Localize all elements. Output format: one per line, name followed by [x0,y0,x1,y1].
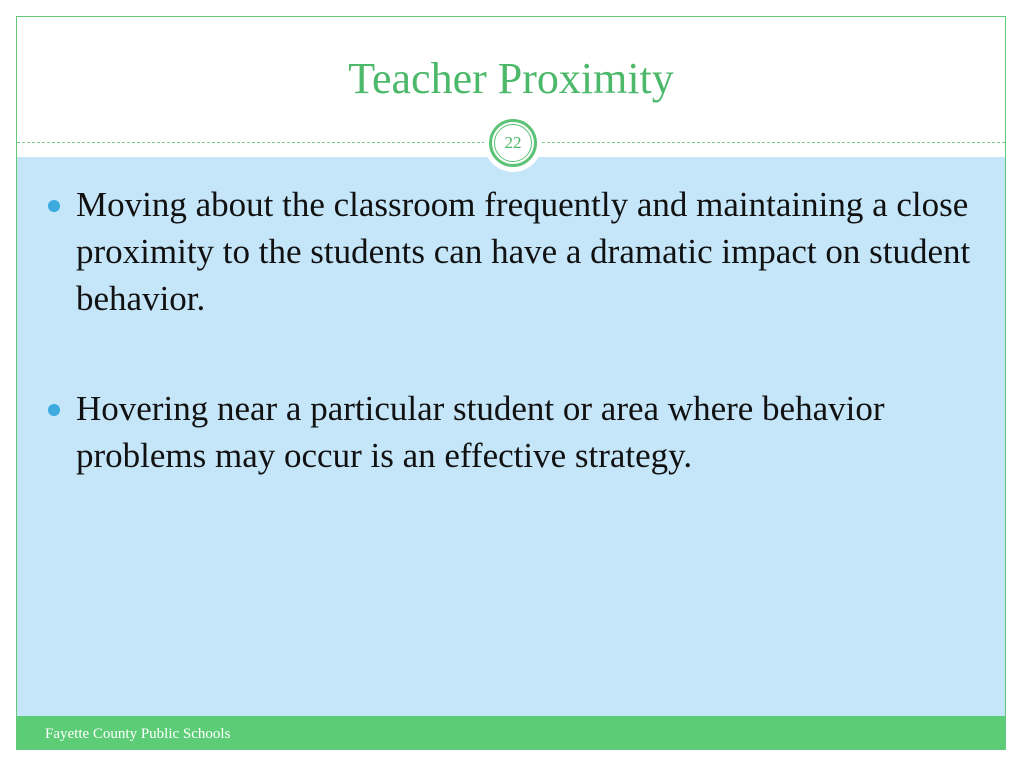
slide-number-badge [484,114,542,172]
slide-number: 22 [494,124,532,162]
bullet-text: Hovering near a particular student or area where behavior problems may occur is an effective strategy. [76,389,885,475]
bullet-dot-icon [48,404,60,416]
bullet-text: Moving about the classroom frequently and maintaining a close proximity to the students can have a dramatic impact on student behavior. [76,185,971,318]
footer-bar [17,716,1005,750]
slide [16,16,1006,750]
footer-text: Fayette County Public Schools [45,726,231,742]
bullet-dot-icon [48,200,60,212]
slide-title: Teacher Proximity [348,54,674,103]
content-area [17,157,1005,717]
